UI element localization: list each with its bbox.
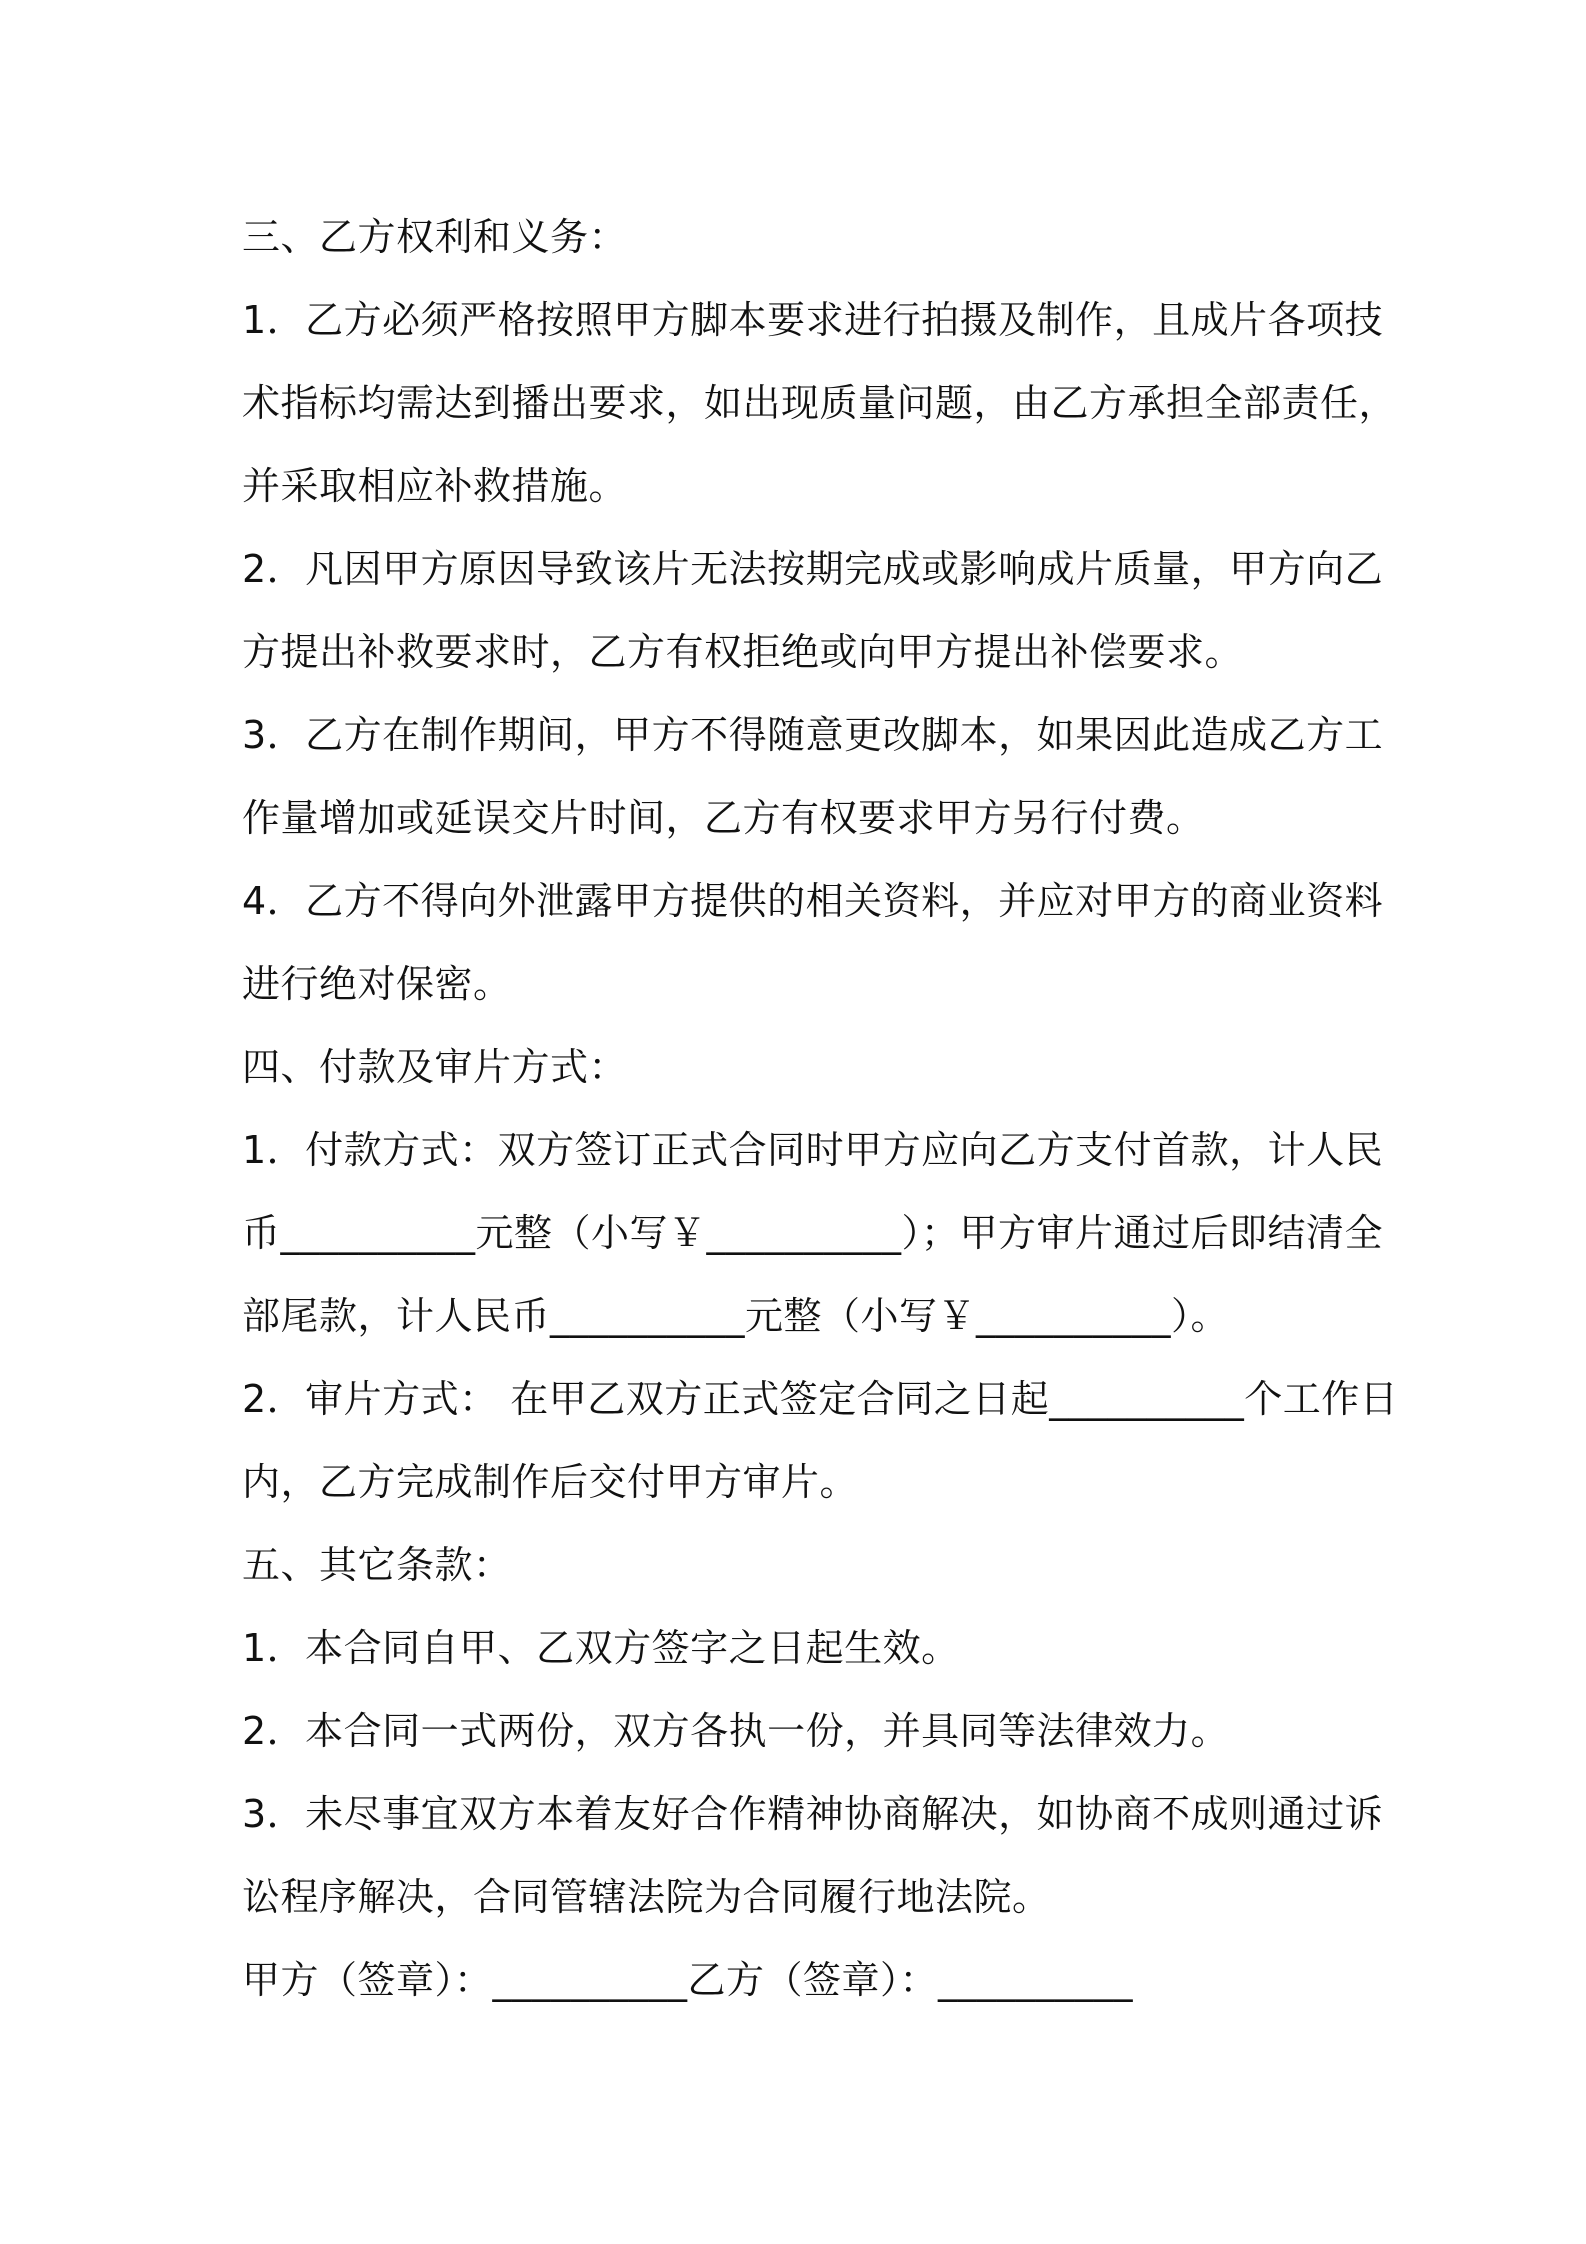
signature-line: 甲方（签章）：__________乙方（签章）：__________ xyxy=(242,1958,1134,2002)
clause-3-2-line-1: 2．凡因甲方原因导致该片无法按期完成或影响成片质量，甲方向乙 xyxy=(242,547,1384,591)
section-heading-5: 五、其它条款： xyxy=(242,1543,512,1587)
clause-4-1-line-2: 币__________元整（小写￥__________）；甲方审片通过后即结清全 xyxy=(242,1211,1384,1255)
section-heading-3: 三、乙方权利和义务： xyxy=(242,215,628,259)
clause-3-1-line-3: 并采取相应补救措施。 xyxy=(242,464,628,508)
clause-5-1: 1．本合同自甲、乙双方签字之日起生效。 xyxy=(242,1626,960,1670)
clause-5-3-line-2: 讼程序解决，合同管辖法院为合同履行地法院。 xyxy=(242,1875,1051,1919)
clause-3-3-line-2: 作量增加或延误交片时间，乙方有权要求甲方另行付费。 xyxy=(242,796,1205,840)
clause-3-3-line-1: 3．乙方在制作期间，甲方不得随意更改脚本，如果因此造成乙方工 xyxy=(242,713,1384,757)
section-heading-4: 四、付款及审片方式： xyxy=(242,1045,628,1089)
clause-3-2-line-2: 方提出补救要求时，乙方有权拒绝或向甲方提出补偿要求。 xyxy=(242,630,1244,674)
clause-5-3-line-1: 3．未尽事宜双方本着友好合作精神协商解决，如协商不成则通过诉 xyxy=(242,1792,1384,1836)
clause-5-2: 2．本合同一式两份，双方各执一份，并具同等法律效力。 xyxy=(242,1709,1230,1753)
clause-3-4-line-2: 进行绝对保密。 xyxy=(242,962,512,1006)
clause-4-1-line-3: 部尾款，计人民币__________元整（小写￥__________）。 xyxy=(242,1294,1230,1338)
clause-4-2-line-1: 2．审片方式： 在甲乙双方正式签定合同之日起__________个工作日 xyxy=(242,1377,1399,1421)
contract-text xyxy=(242,196,1399,2022)
clause-4-2-line-2: 内，乙方完成制作后交付甲方审片。 xyxy=(242,1460,859,1504)
clause-4-1-line-1: 1．付款方式：双方签订正式合同时甲方应向乙方支付首款，计人民 xyxy=(242,1128,1384,1172)
clause-3-1-line-1: 1．乙方必须严格按照甲方脚本要求进行拍摄及制作，且成片各项技 xyxy=(242,298,1384,342)
clause-3-1-line-2: 术指标均需达到播出要求，如出现质量问题，由乙方承担全部责任， xyxy=(242,381,1398,425)
clause-3-4-line-1: 4．乙方不得向外泄露甲方提供的相关资料，并应对甲方的商业资料 xyxy=(242,879,1384,923)
